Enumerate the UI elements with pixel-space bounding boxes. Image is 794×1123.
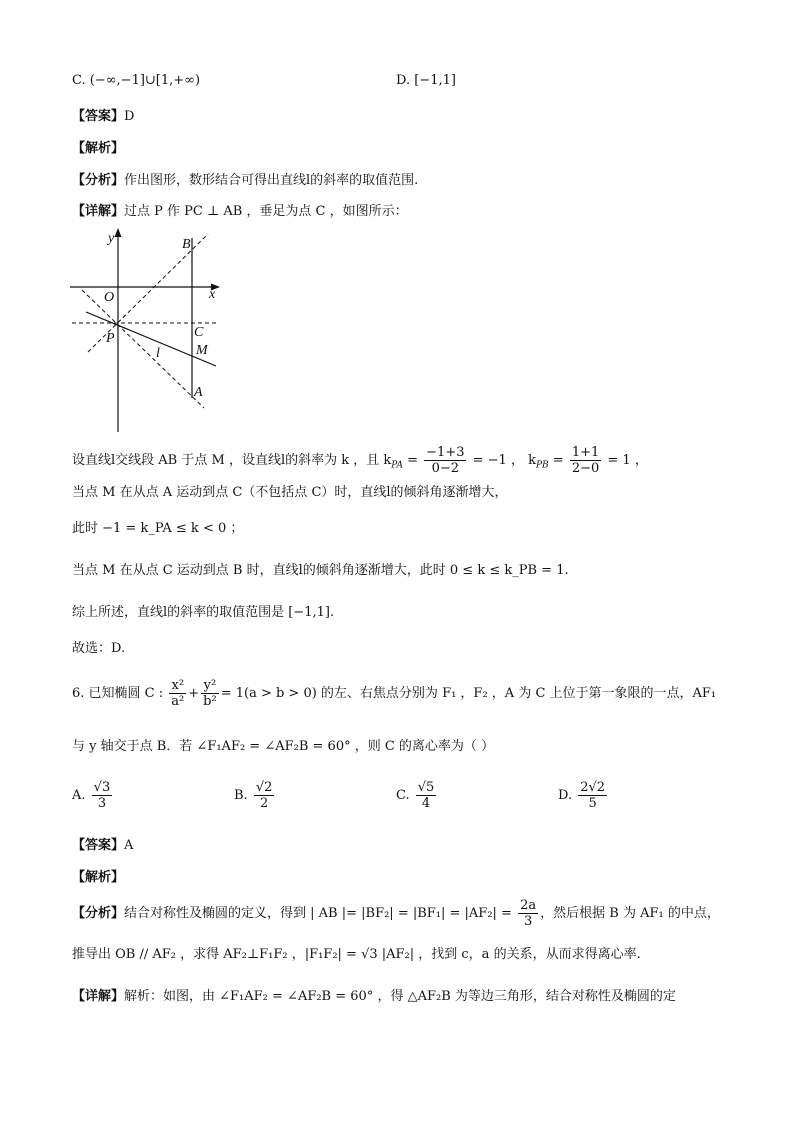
sub-pb: PB [535,460,549,471]
slope-eq2: = 1 ， [607,453,648,468]
q6-lead: 6. 已知椭圆 C : [72,686,164,701]
line-range-neg: 此时 −1 = k_PA ≤ k < 0 ； [72,521,244,536]
line-m-c-to-b: 当点 M 在从点 C 运动到点 B 时，直线l的倾斜角逐渐增大，此时 0 ≤ k ≤ k_PB = 1. [72,563,569,578]
q6-stem-line1: 6. 已知椭圆 C : $\frac{\text{x²}}{\text{a²}}$ + $\frac{\text{y²}}{\text{b²}}$ = 1(a > b > 0) 的左、右焦点分别为 F₁ ，F₂ ，A 为 C 上位于第一象限的一点，AF₁ [72,678,717,709]
slope-line: 设直线l交线段 AB 于点 M ，设直线l的斜率为 k ，且 $k_{PA}$ = $\frac{-1+3}{0-2}$ = −1 ， $k_{PB}$ = $\frac{1+1}{2-0}$ = 1 ， [72,445,648,476]
q6-fenxi-b: ，然后根据 B 为 AF₁ 的中点， [540,906,720,921]
q6-answer-tag: 【答案】 [72,838,125,853]
label-c: C [194,325,204,340]
q6-option-d: D. $\frac{2√2}{5}$ [558,780,606,811]
q6-detail-tag: 【详解】 [72,989,125,1004]
q6-fenxi-line2: 推导出 OB // AF₂ ，求得 AF₂⊥F₁F₂ ，|F₁F₂| = √3 |AF₂| ，找到 c，a 的关系，从而求得离心率. [72,947,641,962]
line-choose: 故选：D. [72,641,126,656]
label-x: x [209,287,216,302]
q6-stem-line2: 与 y 轴交于点 B．若 ∠F₁AF₂ = ∠AF₂B = 60° ，则 C 的离心率为（ ） [72,739,495,754]
label-m: M [196,343,208,358]
sub-pa: PA [391,460,403,471]
label-l: l [156,346,160,361]
slope-eq1: = −1 ， k [472,453,536,468]
q6-answer-line [72,837,133,855]
label-y: y [108,231,115,246]
y-axis-arrow [115,228,122,237]
fenxi-text: 作出图形，数形结合可得出直线l的斜率的取值范围. [124,173,419,188]
slope-text-a: 设直线l交线段 AB 于点 M ，设直线l的斜率为 k ，且 k [72,453,392,468]
analysis-tag: 【解析】 [72,141,125,156]
q6-eq-rest: = 1(a > b > 0) 的左、右焦点分别为 F₁ ，F₂ ，A 为 C 上位于第一象限的一点，AF₁ [220,686,717,701]
q6-answer-value: A [124,838,134,853]
analysis-line [72,140,124,158]
frac-y2-b2: $\frac{\text{y²}}{\text{b²}}$ [203,678,217,709]
frac-2a-3: $\frac{2a}{3}$ [520,898,537,929]
line-summary: 综上所述，直线l的斜率的取值范围是 [−1,1]. [72,605,335,620]
answer-line [72,108,134,126]
answer-value: D [124,109,135,124]
q6-detail-text: 解析：如图，由 ∠F₁AF₂ = ∠AF₂B = 60° ，得 △AF₂B 为等边三角形，结合对称性及椭圆的定 [124,989,676,1004]
q6-detail-line [72,988,676,1006]
line-pa [82,290,204,408]
q6-option-a: A. $\frac{√3}{3}$ [72,780,111,811]
label-b: B [182,237,191,252]
q6-fenxi-line1 [72,896,720,932]
detail-tag: 【详解】 [72,204,125,219]
line-m-a-to-c: 当点 M 在从点 A 运动到点 C（不包括点 C）时，直线l的倾斜角逐渐增大， [72,485,508,500]
label-o: O [104,290,115,305]
option-d: D. [−1,1] [396,73,456,88]
q6-option-c: C. $\frac{√5}{4}$ [396,780,435,811]
label-a: A [194,385,203,400]
detail-text: 过点 P 作 PC ⊥ AB ，垂足为点 C ，如图所示： [124,204,408,219]
fenxi-tag: 【分析】 [72,173,125,188]
frac-kpb: $\frac{1+1}{2-0}$ [571,445,600,476]
q6-analysis-line [72,869,124,887]
label-p: P [106,331,115,346]
q6-option-b: B. $\frac{√2}{2}$ [234,780,273,811]
detail-line [72,203,408,221]
frac-x2-a2: $\frac{\text{x²}}{\text{a²}}$ [171,678,185,709]
q6-fenxi-tag: 【分析】 [72,906,125,921]
slope-figure [66,226,230,432]
answer-tag: 【答案】 [72,109,125,124]
q6-fenxi-a: 结合对称性及椭圆的定义，得到 | AB |= |BF₂| = |BF₁| = |AF₂| = [124,906,512,921]
frac-kpa: $\frac{-1+3}{0-2}$ [426,445,465,476]
fenxi-line [72,172,418,190]
q6-analysis-tag: 【解析】 [72,870,125,885]
option-c: C. (−∞,−1]∪[1,+∞) [72,73,201,88]
